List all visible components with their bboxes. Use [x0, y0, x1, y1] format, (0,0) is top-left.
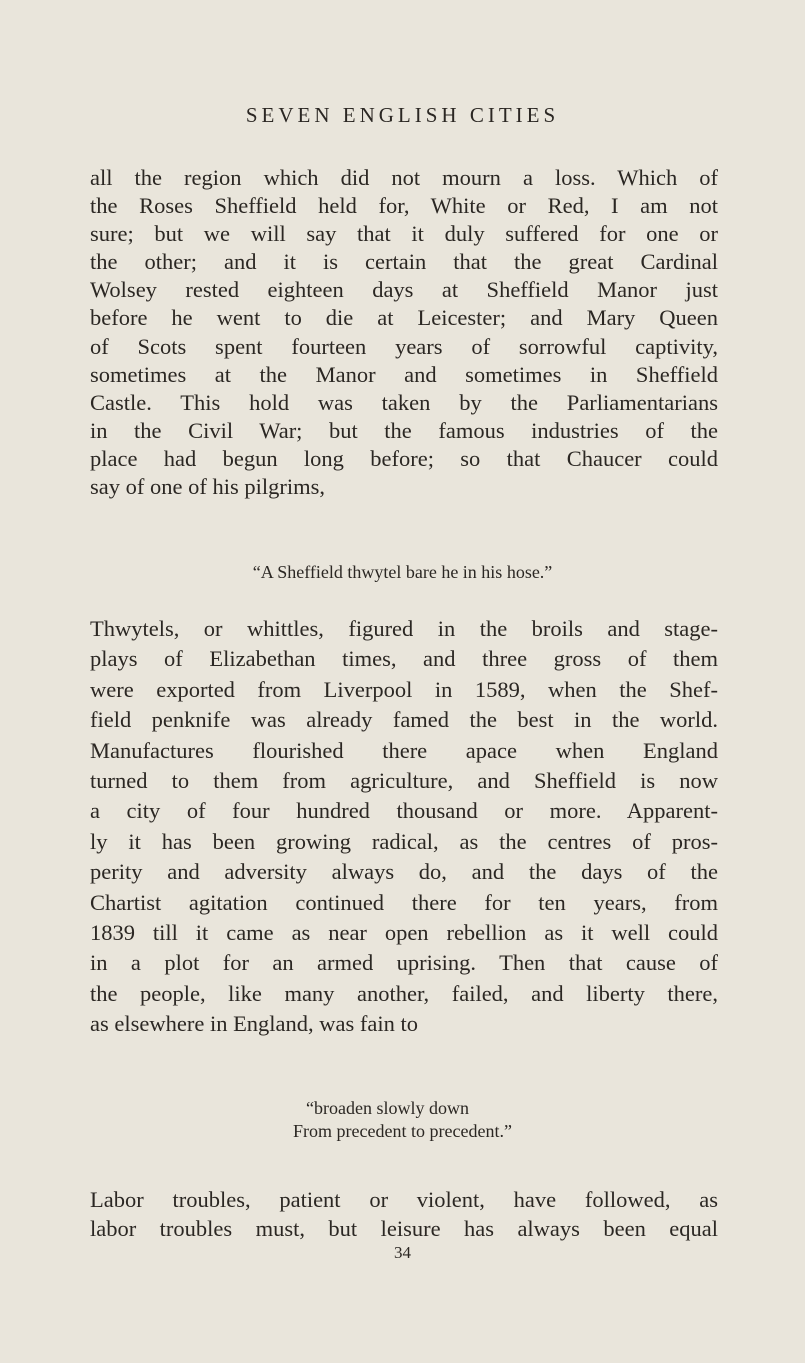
text-line: labor troubles must, but leisure has always been equal: [90, 1216, 718, 1241]
text-line: a city of four hundred thousand or more. Apparent-: [90, 798, 718, 824]
text-line: plays of Elizabethan times, and three gross of them: [90, 646, 718, 672]
text-line: of Scots spent fourteen years of sorrowful captivity,: [90, 333, 718, 359]
text-line: before he went to die at Leicester; and Mary Queen: [90, 305, 718, 331]
paragraph-3: [90, 1185, 718, 1243]
text-line: Labor troubles, patient or violent, have followed, as: [90, 1187, 718, 1212]
verse-line: “broaden slowly down: [306, 1098, 469, 1118]
text-line: all the region which did not mourn a loss. Which of: [90, 165, 718, 190]
text-line: 1839 till it came as near open rebellion as it well could: [90, 919, 718, 945]
text-line: sure; but we will say that it duly suffered for one or: [90, 221, 718, 247]
text-line: say of one of his pilgrims,: [90, 474, 325, 500]
text-line: Thwytels, or whittles, figured in the broils and stage-: [90, 616, 718, 641]
text-line: Wolsey rested eighteen days at Sheffield Manor just: [90, 277, 718, 303]
quote-tennyson: [0, 1097, 805, 1143]
page-number: 34: [394, 1243, 411, 1262]
running-head: SEVEN ENGLISH CITIES: [245, 103, 560, 127]
text-line: were exported from Liverpool in 1589, when the Shef-: [90, 676, 718, 702]
verse-line: From precedent to precedent.”: [293, 1121, 512, 1141]
paragraph-2: [90, 614, 718, 1039]
text-line: field penknife was already famed the best in the world.: [90, 707, 718, 733]
text-line: Manufactures flourished there apace when England: [90, 737, 718, 763]
text-line: ly it has been growing radical, as the centres of pros-: [90, 828, 718, 854]
text-line: sometimes at the Manor and sometimes in Sheffield: [90, 361, 718, 387]
text-line: in the Civil War; but the famous industries of the: [90, 417, 718, 443]
text-line: Castle. This hold was taken by the Parliamentarians: [90, 389, 718, 415]
text-line: as elsewhere in England, was fain to: [90, 1011, 419, 1037]
text-line: perity and adversity always do, and the days of the: [90, 859, 718, 885]
quote-chaucer: “A Sheffield thwytel bare he in his hose.”: [252, 562, 553, 582]
text-line: turned to them from agriculture, and Sheffield is now: [90, 767, 718, 793]
text-line: in a plot for an armed uprising. Then that cause of: [90, 950, 718, 976]
text-line: the Roses Sheffield held for, White or Red, I am not: [90, 193, 718, 219]
text-line: Chartist agitation continued there for ten years, from: [90, 889, 718, 915]
paragraph-1: [90, 164, 718, 501]
text-line: the people, like many another, failed, and liberty there,: [90, 980, 718, 1006]
text-line: place had begun long before; so that Chaucer could: [90, 445, 718, 471]
text-line: the other; and it is certain that the great Cardinal: [90, 249, 718, 275]
